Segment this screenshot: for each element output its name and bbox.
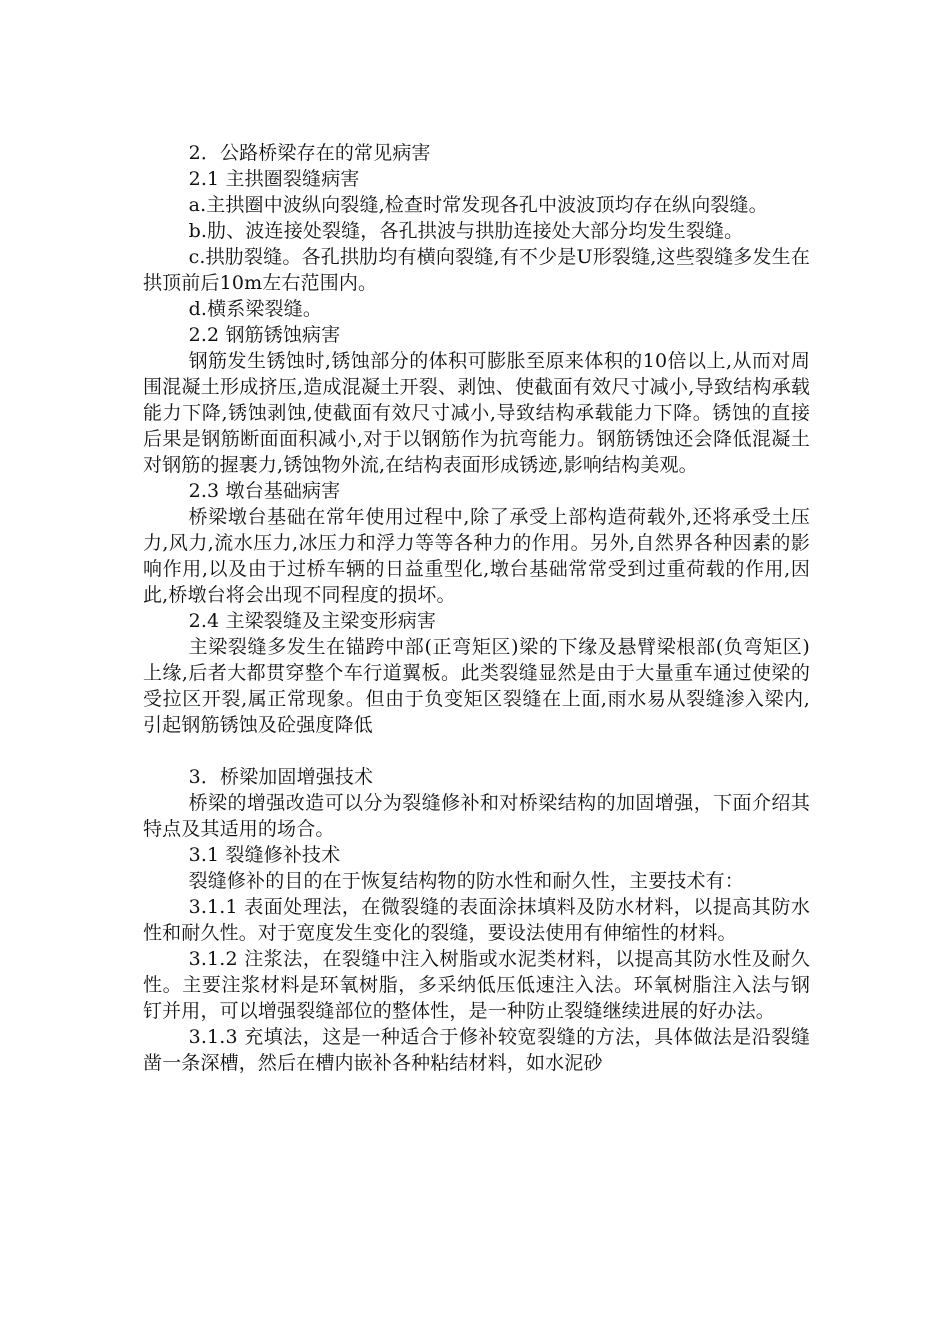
- section-2-2-heading: 2.2 钢筋锈蚀病害: [188, 324, 341, 346]
- section-3-intro-paragraph: 桥梁的增强改造可以分为裂缝修补和对桥梁结构的加固增强，下面介绍其特点及其适用的场合。: [143, 792, 810, 840]
- section-2-4-paragraph: 主梁裂缝多发生在锚跨中部(正弯矩区)梁的下缘及悬臂梁根部(负弯矩区)上缘,后者大都贯穿整个车行道翼板。此类裂缝显然是由于大量重车通过使梁的受拉区开裂,属正常现象。但由于负变矩区裂缝在上面,雨水易从裂缝渗入梁内,引起钢筋锈蚀及砼强度降低: [143, 636, 810, 736]
- item-b-paragraph: b.肋、波连接处裂缝，各孔拱波与拱肋连接处大部分均发生裂缝。: [188, 220, 744, 242]
- item-c-paragraph: c.拱肋裂缝。各孔拱肋均有横向裂缝,有不少是U形裂缝,这些裂缝多发生在拱顶前后10m左右范围内。: [143, 246, 810, 294]
- section-2-1-heading: 2.1 主拱圈裂缝病害: [188, 168, 360, 190]
- item-d-paragraph: d.横系梁裂缝。: [188, 298, 322, 320]
- section-2-3-paragraph: 桥梁墩台基础在常年使用过程中,除了承受上部构造荷载外,还将承受土压力,风力,流水压力,冰压力和浮力等等各种力的作用。另外,自然界各种因素的影响作用,以及由于过桥车辆的日益重型化,墩台基础常常受到过重荷载的作用,因此,桥墩台将会出现不同程度的损坏。: [143, 506, 810, 606]
- method-3-1-2-paragraph: 3.1.2 注浆法，在裂缝中注入树脂或水泥类材料，以提高其防水性及耐久性。主要注浆材料是环氧树脂，多采纳低压低速注入法。环氧树脂注入法与钢钉并用，可以增强裂缝部位的整体性，是一种防止裂缝继续进展的好办法。: [143, 948, 810, 1022]
- section-3-1-heading: 3.1 裂缝修补技术: [188, 844, 341, 866]
- method-3-1-1-paragraph: 3.1.1 表面处理法，在微裂缝的表面涂抹填料及防水材料，以提高其防水性和耐久性。对于宽度发生变化的裂缝，要设法使用有伸缩性的材料。: [143, 896, 810, 944]
- section-3-1-intro-paragraph: 裂缝修补的目的在于恢复结构物的防水性和耐久性，主要技术有：: [188, 870, 744, 892]
- section-3-heading: 3．桥梁加固增强技术: [188, 766, 374, 788]
- method-3-1-3-paragraph: 3.1.3 充填法，这是一种适合于修补较宽裂缝的方法，具体做法是沿裂缝凿一条深槽，然后在槽内嵌补各种粘结材料，如水泥砂: [143, 1026, 810, 1074]
- section-2-3-heading: 2.3 墩台基础病害: [188, 480, 341, 502]
- section-spacer: [143, 738, 810, 764]
- section-2-heading: 2．公路桥梁存在的常见病害: [188, 142, 431, 164]
- section-2-4-heading: 2.4 主梁裂缝及主梁变形病害: [188, 610, 437, 632]
- section-2-2-paragraph: 钢筋发生锈蚀时,锈蚀部分的体积可膨胀至原来体积的10倍以上,从而对周围混凝土形成挤压,造成混凝土开裂、剥蚀、使截面有效尺寸减小,导致结构承载能力下降,锈蚀剥蚀,使截面有效尺寸减小,导致结构承载能力下降。锈蚀的直接后果是钢筋断面面积减小,对于以钢筋作为抗弯能力。钢筋锈蚀还会降低混凝土对钢筋的握裹力,锈蚀物外流,在结构表面形成锈迹,影响结构美观。: [143, 350, 810, 476]
- document-page: [143, 140, 810, 1076]
- item-a-paragraph: a.主拱圈中波纵向裂缝,检查时常发现各孔中波波顶均存在纵向裂缝。: [188, 194, 768, 216]
